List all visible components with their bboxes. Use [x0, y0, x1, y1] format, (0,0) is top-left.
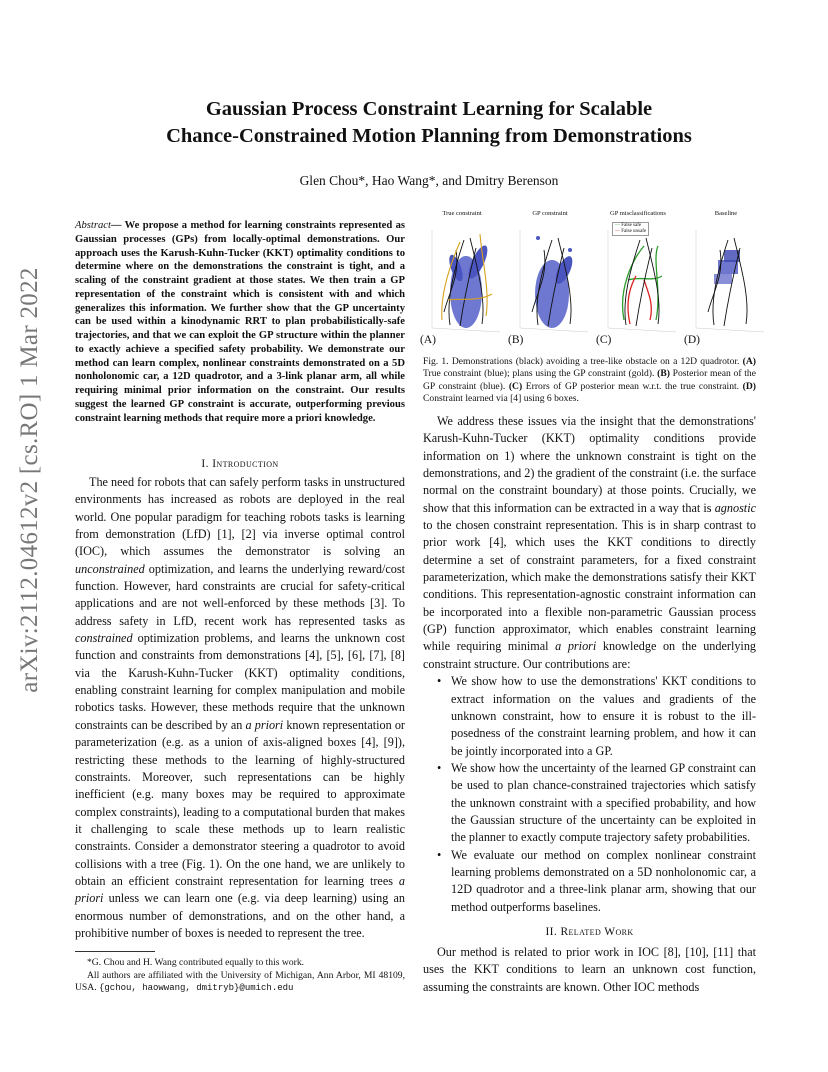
figure-panel-d [684, 208, 768, 350]
contribution-paragraph [423, 413, 756, 673]
panel-d-plot [684, 220, 768, 338]
caption-ref: (D) [742, 380, 756, 392]
section-title: Introduction [212, 458, 279, 470]
right-column-body [423, 413, 756, 916]
abstract [75, 219, 405, 425]
text-run: We address these issues via the insight that the demonstrations' Karush-Kuhn-Tucker (KKT) optimality conditions provide information on 1) where the unknown constraint is tight on the demonstrations, and 2) the gradient of the constraint (i.e. the surface normal on the constraint boundary) at those points. Crucially, we show that this information can be extracted in a way that is [423, 414, 756, 515]
text-run: optimization, and learns the underlying reward/cost function. However, hard constraints are crucial for safety-critical applications and are not well-enforced by these methods [3]. To address safety in LfD, recent work has represented tasks as [75, 561, 405, 628]
footnote-affiliation [75, 970, 405, 995]
text-run: knowledge on the underlying constraint structure. Our contributions are: [423, 639, 757, 671]
figure-panel-b [508, 208, 592, 350]
contribution-item: • We show how to use the demonstrations' KKT conditions to extract information on the values and gradients of the unknown constraint, how to ensure it is robust to the ill-posedness of the constraint learning problem, and how it can be jointly incorporated into a GP. [423, 673, 756, 760]
figure-1 [420, 208, 760, 350]
text-run: Constraint learned via [4] using 6 boxes. [423, 393, 579, 405]
legend-false-unsafe: — False unsafe [615, 229, 647, 234]
contribution-item: • We show how the uncertainty of the learned GP constraint can be used to plan chance-constrained trajectories which satisfy the unknown constraint with a specified probability, and how the Gaussian structure of the uncertainty can be exploited in the planner to exactly compute trajectory safety probabilities. [423, 760, 756, 847]
emphasis: constrained [75, 631, 133, 646]
panel-title: True constraint [442, 210, 482, 217]
arxiv-id[interactable]: arXiv:2112.04612v2 [cs.RO] 1 Mar 2022 [16, 267, 43, 693]
panel-title: Baseline [714, 210, 738, 217]
text-run: The need for robots that can safely perform tasks in unstructured environments has increased as robots are deployed in the real world. One popular paradigm for teaching robots tasks is learning from demonstration (LfD) [1], [2] via inverse optimal control (IOC), which assumes the demonstrator is solving an [75, 475, 405, 559]
title-line-2: Chance-Constrained Motion Planning from Demonstrations [166, 125, 692, 147]
section-heading-related-work [423, 926, 756, 938]
section-number: I. [201, 458, 209, 470]
panel-label: (C) [596, 334, 612, 346]
text-run: Fig. 1. Demonstrations (black) avoiding a tree-like obstacle on a 12D quadrotor. [423, 356, 743, 367]
emphasis: unconstrained [75, 561, 145, 576]
caption-ref: (A) [742, 356, 756, 367]
title-line-1: Gaussian Process Constraint Learning for Scalable [205, 98, 653, 120]
text-run: Errors of GP posterior mean w.r.t. the true constraint. [522, 380, 743, 392]
legend-label: False safe [621, 223, 642, 228]
legend-false-safe: — False safe [615, 223, 642, 228]
panel-c-plot [596, 220, 680, 338]
paper-title [60, 96, 798, 150]
text-run: True constraint (blue); plans using the GP constraint (gold). [423, 368, 658, 380]
panel-label: (A) [420, 334, 436, 346]
affiliation-text: All authors are affiliated with the University of Michigan, Ann Arbor, MI 48109, USA. [75, 969, 405, 994]
figure-panel-a [420, 208, 504, 350]
emphasis: agnostic [714, 500, 756, 515]
related-paragraph: Our method is related to prior work in IOC [8], [10], [11] that uses the KKT conditions to learn an unknown cost function, assuming the constraints are known. Other IOC methods [423, 945, 756, 994]
abstract-body: — We propose a method for learning constraints represented as Gaussian processes (GPs) from locally-optimal demonstrations. Our approach uses the Karush-Kuhn-Tucker (KKT) optimality conditions to determine where on the demonstrations the constraint is tight, and a scaling of the constraint gradient at those states. We then train a GP representation of the constraint which is consistent with and which generalizes this information. We further show that the GP uncertainty can be used within a kinodynamic RRT to plan probabilistically-safe trajectories, and that we can exploit the GP structure within the planner to exactly achieve a specified safety probability. We demonstrate our method can learn complex, nonlinear constraints demonstrated on a 5D nonholonomic car, a 12D quadrotor, and a 3-link planar arm, all while requiring minimal prior information on the constraint. Our results suggest the learned GP constraint is accurate, outperforming previous constraint learning methods that require more a priori knowledge. [75, 220, 405, 424]
section-heading-introduction [75, 458, 405, 470]
section-title: Related Work [560, 926, 634, 938]
related-work-body [423, 944, 756, 996]
section-number: II. [545, 926, 558, 938]
arxiv-watermark [10, 267, 50, 693]
panel-label: (B) [508, 334, 524, 346]
panel-b-plot [508, 220, 592, 338]
panel-label: (D) [684, 334, 700, 346]
authors: Glen Chou*, Hao Wang*, and Dmitry Berenson [299, 173, 559, 188]
text-run: to the chosen constraint representation. This is in sharp contrast to prior work [4], which uses the KKT conditions to directly determine a set of constraint parameters, for a fixed constraint parameterization, which make the demonstrations satisfy their KKT conditions. This representation-agnostic constraint information can be incorporated into a flexible non-parametric Gaussian process (GP) function approximator, which enables constraint learning while requiring minimal [423, 518, 756, 654]
figure-panel-c [596, 208, 680, 350]
legend-label: False unsafe [621, 229, 647, 234]
footnote-equal-contribution: *G. Chou and H. Wang contributed equally to this work. [87, 957, 305, 968]
figure-1-caption [423, 356, 756, 406]
contributions-list [423, 673, 756, 916]
caption-ref: (C) [508, 380, 523, 392]
panel-title: GP constraint [532, 210, 568, 217]
text-run: known representation or parameterization (e.g. as a union of axis-aligned boxes [4], [9]), restricting these methods to the learning of highly-structured constraints. Moreover, such representations can be highly inefficient (e.g. many boxes may be required to approximate complex constraints), leading to a computational burden that makes it challenging to scale these methods up to learn realistic constraints. Consider a demonstrator steering a quadrotor to avoid collisions with a tree (Fig. 1). On the one hand, we are unlikely to obtain an efficient constraint representation for learning trees [75, 717, 405, 888]
contribution-item: • We evaluate our method on complex nonlinear constraint learning problems demonstrated on a 5D nonholonomic car, a 12D quadrotor and a three-link planar arm, showing that our method outperforms baselines. [423, 847, 756, 916]
caption-ref: (B) [657, 368, 670, 380]
emphasis: a priori [555, 639, 597, 654]
text-run: unless we can learn one (e.g. via deep learning) using an enormous number of demonstrations, and on the other hand, a prohibitive number of boxes is needed to represent the tree. [75, 891, 405, 940]
panel-title: GP misclassifications [610, 210, 666, 217]
emphasis: a priori [75, 873, 405, 906]
footnote-rule [75, 951, 155, 952]
intro-paragraph [75, 474, 405, 942]
panel-a-plot [420, 220, 504, 338]
footnotes [75, 957, 405, 995]
author-emails[interactable]: {gchou, haowwang, dmitryb}@umich.edu [99, 983, 294, 994]
emphasis: a priori [245, 717, 284, 732]
abstract-lead: Abstract [75, 220, 111, 231]
introduction-body [75, 474, 405, 942]
text-run: optimization problems, and learns the unknown cost function and constraints from demonstrations [4], [5], [6], [7], [8] via the Karush-Kuhn-Tucker (KKT) optimality conditions, enabling constraint learning for complex manipulation and mobile robotics tasks. However, these methods require that the unknown constraints can be described by an [75, 631, 405, 732]
text-run: Posterior mean of the GP constraint (blue). [423, 368, 756, 392]
